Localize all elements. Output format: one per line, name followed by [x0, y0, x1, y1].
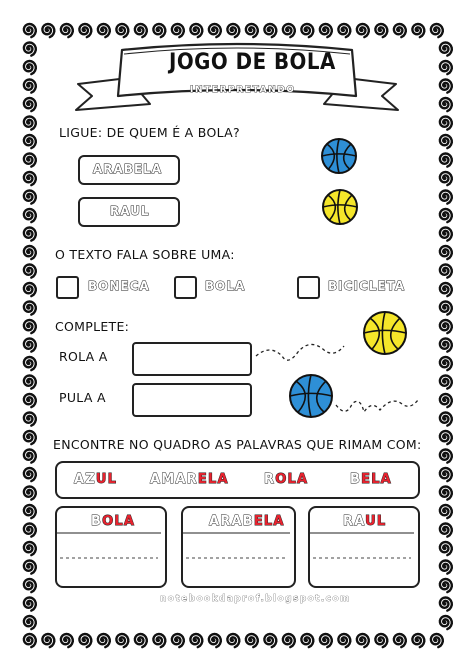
name-raul: RAUL: [110, 204, 150, 218]
column-label-arabela: ARABELA: [209, 514, 285, 529]
question-2: O TEXTO FALA SOBRE UMA:: [55, 247, 235, 262]
option-bola: BOLA: [205, 279, 246, 293]
option-boneca: BONECA: [88, 279, 150, 293]
name-arabela: ARABELA: [93, 162, 163, 176]
word-bela: BELA: [350, 472, 392, 487]
footer-credit: notebookdaprof.blogspot.com: [160, 594, 351, 604]
word-amarela: AMARELA: [150, 472, 229, 487]
word-azul: AZUL: [74, 472, 118, 487]
question-3: COMPLETE:: [55, 319, 130, 334]
page-subtitle: INTERPRETANDO: [190, 85, 296, 95]
question-1: LIGUE: DE QUEM É A BOLA?: [59, 125, 240, 140]
page-title: JOGO DE BOLA: [169, 50, 336, 75]
column-label-bola: BOLA: [91, 514, 136, 529]
complete-rola-a: ROLA A: [59, 349, 108, 364]
column-label-raul: RAUL: [343, 514, 387, 529]
word-rola: ROLA: [264, 472, 309, 487]
question-4: ENCONTRE NO QUADRO AS PALAVRAS QUE RIMAM COM:: [53, 437, 422, 452]
complete-pula-a: PULA A: [59, 390, 106, 405]
option-bicicleta: BICICLETA: [328, 279, 406, 293]
